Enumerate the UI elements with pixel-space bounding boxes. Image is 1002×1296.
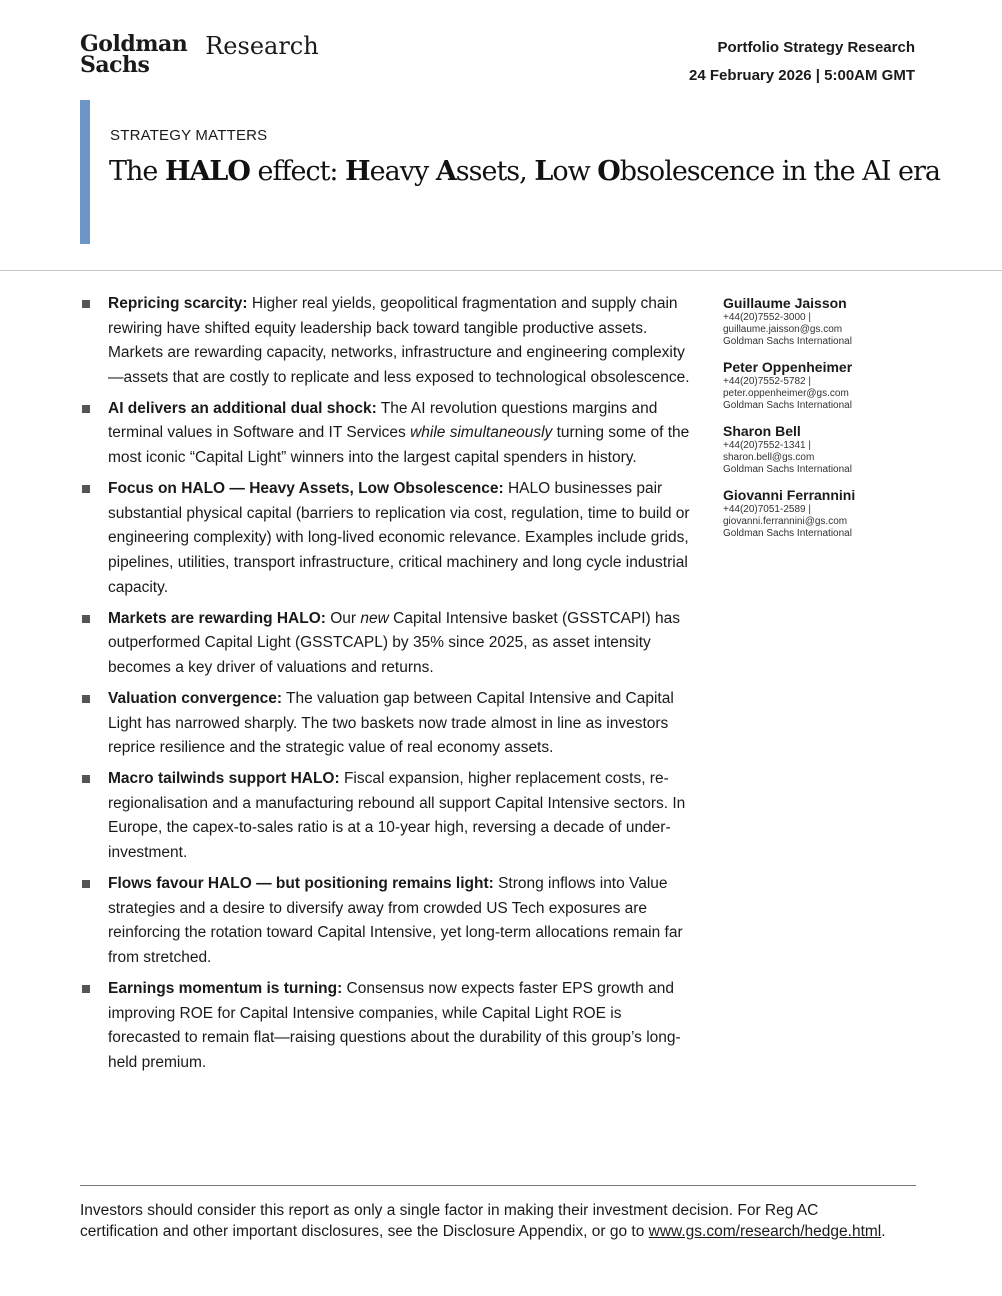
author-name: Peter Oppenheimer — [723, 359, 853, 375]
footer-divider — [80, 1185, 916, 1186]
author-email[interactable]: peter.oppenheimer@gs.com — [723, 388, 849, 399]
author-phone: +44(20)7552-1341 | — [723, 440, 811, 451]
author-org: Goldman Sachs International — [723, 336, 852, 347]
title-part: bsolescence in the AI era — [619, 156, 940, 187]
logo-line-sachs: Sachs — [80, 52, 150, 78]
key-point-text: Our — [325, 609, 361, 627]
bullet-square-icon — [82, 615, 90, 623]
title-initial-h: H — [345, 156, 370, 187]
author-card — [723, 359, 923, 412]
key-point-text: Fiscal expansion, higher replacement costs, re-regionalisation and a manufacturing rebound all support Capital Intensive sectors. In Europe, the capex-to-sales ratio is at a 10-year high, reversing a decade of under-investment. — [108, 770, 686, 861]
key-points-list — [80, 292, 695, 1082]
key-point-text: turning some of the most iconic “Capital Light” winners into the largest capital spenders in history. — [108, 424, 690, 467]
authors-sidebar — [723, 295, 923, 551]
key-point-text: Consensus now expects faster EPS growth and improving ROE for Capital Intensive companies, while Capital Light ROE is forecasted to remain flat—raising questions about the durability of this group’s long-held premium. — [108, 979, 681, 1071]
author-email[interactable]: sharon.bell@gs.com — [723, 452, 815, 463]
title-part: effect: — [249, 156, 346, 187]
disclosure-end: . — [881, 1222, 886, 1240]
bullet-square-icon — [82, 985, 90, 993]
author-org: Goldman Sachs International — [723, 528, 852, 539]
goldman-sachs-logo — [80, 31, 188, 78]
title-part: ssets, — [455, 156, 535, 187]
key-point-heading: AI delivers an additional dual shock: — [108, 399, 377, 417]
series-kicker: STRATEGY MATTERS — [110, 127, 268, 144]
report-section: Portfolio Strategy Research — [717, 39, 915, 56]
key-point-heading: Focus on HALO — Heavy Assets, Low Obsolescence: — [108, 480, 504, 498]
key-point-text: Capital Intensive basket (GSSTCAPI) has outperformed Capital Light (GSSTCAPL) by 35% since 2025, as asset intensity becomes a key driver of valuations and returns. — [108, 609, 681, 676]
key-point — [80, 292, 695, 390]
bullet-square-icon — [82, 300, 90, 308]
author-email[interactable]: giovanni.ferrannini@gs.com — [723, 516, 848, 527]
key-point — [80, 607, 695, 681]
report-title — [109, 156, 940, 187]
author-org: Goldman Sachs International — [723, 464, 852, 475]
key-point-heading: Markets are rewarding HALO: — [108, 609, 326, 627]
key-point-heading: Macro tailwinds support HALO: — [108, 770, 340, 788]
title-initial-o: O — [597, 156, 620, 187]
author-phone: +44(20)7552-5782 | — [723, 376, 811, 387]
header-divider — [0, 270, 1002, 271]
author-name: Giovanni Ferrannini — [723, 487, 856, 503]
bullet-square-icon — [82, 695, 90, 703]
key-point — [80, 687, 695, 761]
disclosure-note — [80, 1201, 900, 1242]
key-point-heading: Repricing scarcity: — [108, 295, 248, 312]
author-email[interactable]: guillaume.jaisson@gs.com — [723, 324, 843, 335]
bullet-square-icon — [82, 485, 90, 493]
author-phone: +44(20)7552-3000 | — [723, 312, 811, 323]
report-date: 24 February 2026 | 5:00AM GMT — [689, 67, 915, 84]
logo-research-label: Research — [205, 32, 319, 60]
key-point-emphasis: new — [360, 609, 389, 627]
author-card — [723, 295, 923, 348]
key-point — [80, 767, 695, 865]
key-point-text: Strong inflows into Value strategies and a desire to diversify away from crowded US Tech exposures are reinforcing the rotation toward Capital Intensive, yet long-term allocations remain far from stretched. — [108, 875, 683, 966]
key-point-heading: Valuation convergence: — [108, 689, 282, 707]
title-part-halo: HALO — [164, 156, 250, 187]
key-point-emphasis: while simultaneously — [410, 424, 553, 442]
title-initial-l: L — [534, 156, 553, 187]
bullet-square-icon — [82, 775, 90, 783]
key-point-heading: Earnings momentum is turning: — [108, 979, 343, 997]
key-point-text: HALO businesses pair substantial physical capital (barriers to replication via cost, regulation, time to build or engineering complexity) with long-lived economic relevance. Examples include grids, pipelines, utilities, transport infrastructure, critical machinery and long cycle industrial capacity. — [108, 480, 690, 596]
key-point — [80, 477, 695, 600]
author-phone: +44(20)7051-2589 | — [723, 504, 811, 515]
logo-line-goldman: Goldman — [80, 31, 188, 57]
key-point — [80, 872, 695, 970]
author-org: Goldman Sachs International — [723, 400, 852, 411]
disclosure-text: Investors should consider this report as only a single factor in making their investment decision. For Reg AC certification and other important disclosures, see the Disclosure Appendix, or go to — [80, 1202, 819, 1240]
report-header-info — [689, 34, 915, 90]
title-part: The — [109, 156, 165, 187]
bullet-square-icon — [82, 880, 90, 888]
disclosure-link[interactable]: www.gs.com/research/hedge.html — [648, 1222, 882, 1240]
title-part: eavy — [369, 156, 436, 187]
author-card — [723, 487, 923, 540]
title-part: ow — [552, 156, 598, 187]
key-point-text: The valuation gap between Capital Intensive and Capital Light has narrowed sharply. The two baskets now trade almost in line as investors reprice resilience and the strategic value of real economy assets. — [108, 689, 674, 757]
key-point — [80, 397, 695, 471]
goldman-sachs-research-logo — [80, 31, 319, 78]
author-name: Guillaume Jaisson — [723, 295, 847, 311]
author-name: Sharon Bell — [723, 423, 801, 439]
key-point-text: Higher real yields, geopolitical fragmentation and supply chain rewiring have shifted equity leadership back toward tangible productive assets. Markets are rewarding capacity, networks, infrastructure and engineering complexity—assets that are costly to replicate and less exposed to technological obsolescence. — [108, 295, 690, 386]
author-card — [723, 423, 923, 476]
title-initial-a: A — [435, 156, 456, 187]
title-accent-bar — [80, 100, 90, 244]
key-point-text: The AI revolution questions margins and terminal values in Software and IT Services — [108, 399, 658, 442]
bullet-square-icon — [82, 405, 90, 413]
key-point-heading: Flows favour HALO — but positioning remains light: — [108, 875, 494, 893]
key-point — [80, 977, 695, 1075]
